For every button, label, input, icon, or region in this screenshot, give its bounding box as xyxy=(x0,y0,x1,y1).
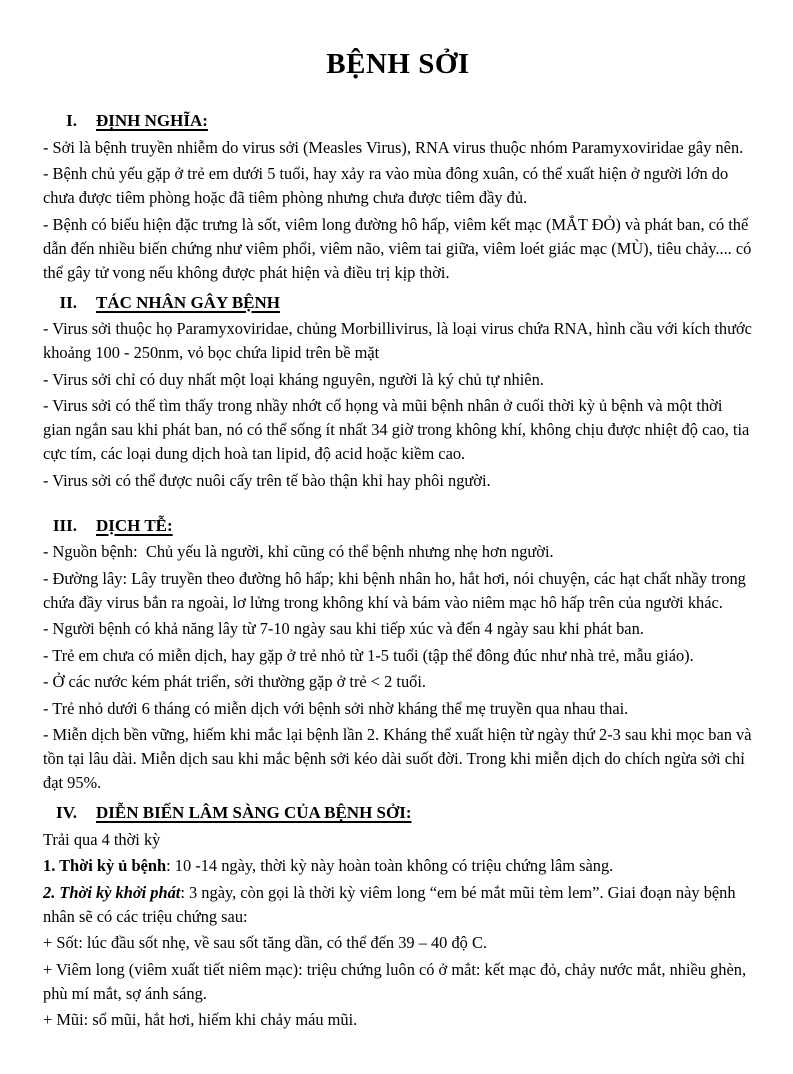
paragraph xyxy=(43,931,753,955)
section-heading-text: ĐỊNH NGHĨA: xyxy=(96,111,208,130)
section-heading-dich-te xyxy=(43,513,753,538)
paragraph xyxy=(43,136,753,160)
text-run: + Viêm long (viêm xuất tiết niêm mạc): triệu chứng luôn có ở mắt: kết mạc đỏ, chảy nước mắt, nhiều ghèn, phù mí mắt, sợ ánh sáng. xyxy=(43,959,747,1003)
text-run: - Trẻ em chưa có miễn dịch, hay gặp ở trẻ nhỏ từ 1-5 tuổi (tập thể đông đúc như nhà trẻ, mẫu giáo). xyxy=(43,645,694,665)
text-run: + Mũi: sổ mũi, hắt hơi, hiếm khi chảy máu mũi. xyxy=(43,1010,358,1029)
paragraph xyxy=(43,469,753,493)
text-run: - Nguồn bệnh: Chủ yếu là người, khỉ cũng có thể bệnh nhưng nhẹ hơn người. xyxy=(43,542,554,561)
section-numeral: III. xyxy=(52,515,77,535)
text-run: - Virus sởi chỉ có duy nhất một loại kháng nguyên, người là ký chủ tự nhiên. xyxy=(43,369,544,389)
paragraph xyxy=(43,540,753,564)
section-numeral: IV. xyxy=(56,803,77,822)
text-run: - Virus sởi có thể tìm thấy trong nhầy nhớt cổ họng và mũi bệnh nhân ở cuối thời kỳ ủ bệnh và một thời gian ngắn sau khi phát ban, nó có thể sống ít nhất 34 giờ trong không khí, không chịu được nhiệt độ cao, tia cực tím, các loại dung dịch hoà tan lipid, độ acid hoặc kiềm cao. xyxy=(43,396,750,463)
text-run: Trải qua 4 thời kỳ xyxy=(43,829,161,849)
text-run: - Đường lây: Lây truyền theo đường hô hấp; khi bệnh nhân ho, hắt hơi, nói chuyện, các hạt chất nhầy trong chứa đầy virus bắn ra ngoài, lơ lửng trong không khí và bám vào niêm mạc hô hấp trên của người khác. xyxy=(43,568,746,612)
paragraph xyxy=(43,723,753,795)
text-run: - Sởi là bệnh truyền nhiễm do virus sởi (Measles Virus), RNA virus thuộc nhóm Paramyxoviridae gây nên. xyxy=(43,137,744,157)
section-heading-text: TÁC NHÂN GÂY BỆNH xyxy=(96,292,281,312)
paragraph xyxy=(43,394,753,466)
text-run: + Sốt: lúc đầu sốt nhẹ, về sau sốt tăng dần, có thể đến 39 – 40 độ C. xyxy=(43,933,487,952)
text-run: - Bệnh chủ yếu gặp ở trẻ em dưới 5 tuổi, hay xảy ra vào mùa đông xuân, có thể xuất hiện ở người lớn do chưa được tiêm phòng hoặc đã tiêm phòng nhưng chưa được tiêm đầy đủ. xyxy=(43,164,729,207)
text-run: - Virus sởi có thể được nuôi cấy trên tế bào thận khỉ hay phôi người. xyxy=(43,470,491,490)
text-run: 1. Thời kỳ ủ bệnh xyxy=(43,856,167,875)
text-run: - Trẻ nhỏ dưới 6 tháng có miễn dịch với bệnh sởi nhờ kháng thể mẹ truyền qua nhau thai. xyxy=(43,698,629,718)
section-dich-te xyxy=(43,513,753,796)
section-heading-dinh-nghia xyxy=(43,108,753,133)
paragraph xyxy=(43,368,753,392)
paragraph xyxy=(43,213,753,285)
paragraph xyxy=(43,162,753,210)
section-heading-text: DIỄN BIẾN LÂM SÀNG CỦA BỆNH SỞI: xyxy=(96,803,412,822)
paragraph xyxy=(43,644,753,668)
paragraph xyxy=(43,958,753,1006)
section-dien-bien-lam-sang xyxy=(43,800,753,1032)
section-numeral: II. xyxy=(59,292,77,312)
paragraph xyxy=(43,697,753,721)
text-run: - Ở các nước kém phát triển, sởi thường gặp ở trẻ < 2 tuổi. xyxy=(43,672,427,691)
text-run: - Bệnh có biểu hiện đặc trưng là sốt, viêm long đường hô hấp, viêm kết mạc (MẮT ĐỎ) và phát ban, có thể dẫn đến nhiều biến chứng như viêm phổi, viêm não, viêm tai giữa, viêm loét giác mạc (MÙ), tiêu chảy.... có thể gây tử vong nếu không được phát hiện và điều trị kịp thời. xyxy=(43,214,752,282)
paragraph xyxy=(43,670,753,694)
paragraph xyxy=(43,881,753,929)
text-run: 2. Thời kỳ khởi phát xyxy=(43,882,181,902)
text-run: - Người bệnh có khả năng lây từ 7-10 ngày sau khi tiếp xúc và đến 4 ngày sau khi phát ban. xyxy=(43,619,644,638)
paragraph xyxy=(43,617,753,641)
paragraph xyxy=(43,567,753,615)
section-dinh-nghia xyxy=(43,108,753,285)
paragraph xyxy=(43,317,753,365)
section-heading-text: DỊCH TỄ: xyxy=(96,515,173,535)
text-run: - Miễn dịch bền vững, hiếm khi mắc lại bệnh lần 2. Kháng thể xuất hiện từ ngày thứ 2-3 sau khi mọc ban và tồn tại lâu dài. Miễn dịch sau khi mắc bệnh sởi kéo dài suốt đời. Trong khi miễn dịch do chích ngừa sởi chỉ đạt 95%. xyxy=(43,725,752,792)
document-title: BỆNH SỞI xyxy=(326,48,470,80)
section-heading-dien-bien-lam-sang xyxy=(43,800,753,825)
document-sections xyxy=(43,108,753,1032)
section-numeral: I. xyxy=(66,111,77,130)
text-run: : 3 ngày, còn gọi là thời kỳ viêm long “em bé mắt mũi tèm lem”. Giai đoạn này bệnh nhân sẽ có các triệu chứng sau: xyxy=(43,882,736,926)
section-heading-tac-nhan-gay-benh xyxy=(43,290,753,315)
text-run: : 10 -14 ngày, thời kỳ này hoàn toàn không có triệu chứng lâm sàng. xyxy=(166,856,614,875)
section-tac-nhan-gay-benh xyxy=(43,290,753,493)
paragraph xyxy=(43,828,753,852)
paragraph xyxy=(43,854,753,878)
text-run: - Virus sởi thuộc họ Paramyxoviridae, chủng Morbillivirus, là loại virus chứa RNA, hình cầu với kích thước khoảng 100 - 250nm, vỏ bọc chứa lipid trên bề mặt xyxy=(43,319,752,362)
paragraph xyxy=(43,1008,753,1032)
